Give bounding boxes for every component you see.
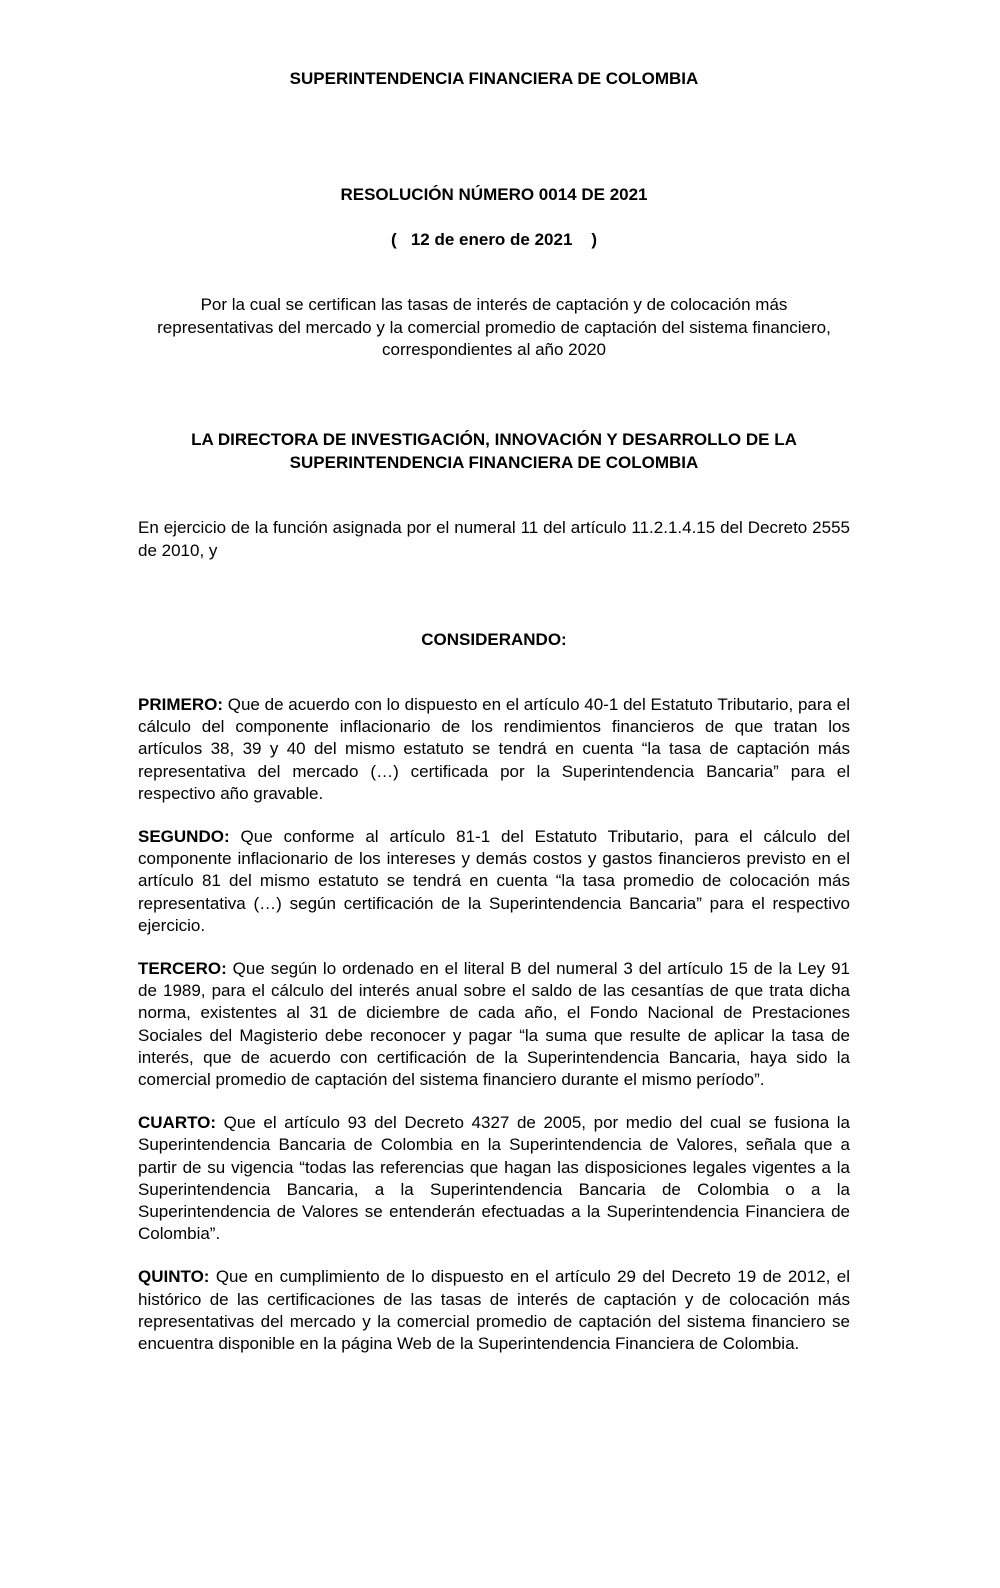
clause-cuarto: [138, 1112, 850, 1245]
clause-text: Que de acuerdo con lo dispuesto en el artículo 40-1 del Estatuto Tributario, para el cálculo del componente inflacionario de los rendimientos financieros de que tratan los artículos 38, 39 y 40 del mismo estatuto se tendrá en cuenta “la tasa de captación más representativa del mercado (…) certificada por la Superintendencia Bancaria” para el respectivo año gravable.: [138, 695, 850, 803]
authority-line-1: LA DIRECTORA DE INVESTIGACIÓN, INNOVACIÓN Y DESARROLLO DE LA: [191, 430, 797, 449]
clause-text: Que conforme al artículo 81-1 del Estatuto Tributario, para el cálculo del componente inflacionario de los intereses y demás costos y gastos financieros previsto en el artículo 81 del mismo estatuto se tendrá en cuenta “la tasa promedio de colocación más representativa (…) según certificación de la Superintendencia Bancaria” para el respectivo ejercicio.: [138, 827, 850, 935]
clause-lead: PRIMERO:: [138, 695, 223, 714]
resolution-date: [138, 229, 850, 251]
resolution-subject: Por la cual se certifican las tasas de interés de captación y de colocación más representativas del mercado y la comercial promedio de captación del sistema financiero, correspondientes al año 2020: [157, 295, 831, 359]
clause-primero: [138, 694, 850, 805]
resolution-date-text: ( 12 de enero de 2021 ): [391, 230, 597, 249]
clause-lead: CUARTO:: [138, 1113, 217, 1133]
clause-segundo: [138, 826, 850, 937]
clause-text: Que el artículo 93 del Decreto 4327 de 2005, por medio del cual se fusiona la Superintendencia Bancaria de Colombia en la Superintendencia de Valores, señala que a partir de su vigencia “todas las referencias que hagan las disposiciones legales vigentes a la Superintendencia Bancaria, a la Superintendencia Bancaria de Colombia o a la Superintendencia de Valores se entenderán efectuadas a la Superintendencia Financiera de Colombia”.: [138, 1113, 850, 1244]
issuing-authority: [138, 428, 850, 474]
authority-line-2: SUPERINTENDENCIA FINANCIERA DE COLOMBIA: [289, 453, 699, 472]
considerando-heading: CONSIDERANDO:: [421, 630, 567, 649]
clause-text: Que según lo ordenado en el literal B del numeral 3 del artículo 15 de la Ley 91 de 1989, para el cálculo del interés anual sobre el saldo de las cesantías de que trata dicha norma, existentes al 31 de diciembre de cada año, el Fondo Nacional de Prestaciones Sociales del Magisterio debe reconocer y pagar “la suma que resulte de aplicar la tasa de interés, que de acuerdo con certificación de la Superintendencia Bancaria, haya sido la comercial promedio de captación del sistema financiero durante el mismo período”.: [138, 959, 850, 1090]
clause-quinto: [138, 1266, 850, 1355]
entity-header: SUPERINTENDENCIA FINANCIERA DE COLOMBIA: [289, 69, 699, 88]
considerando-clauses: [138, 694, 850, 1376]
clause-lead: QUINTO:: [138, 1267, 210, 1287]
clause-tercero: [138, 958, 850, 1091]
resolution-title: RESOLUCIÓN NÚMERO 0014 DE 2021: [340, 185, 648, 204]
clause-lead: SEGUNDO:: [138, 827, 230, 847]
preamble-paragraph: En ejercicio de la función asignada por el numeral 11 del artículo 11.2.1.4.15 del Decreto 2555 de 2010, y: [138, 518, 850, 560]
clause-lead: TERCERO:: [138, 959, 227, 979]
clause-text: Que en cumplimiento de lo dispuesto en el artículo 29 del Decreto 19 de 2012, el histórico de las certificaciones de las tasas de interés de captación y de colocación más representativas del mercado y la comercial promedio de captación del sistema financiero se encuentra disponible en la página Web de la Superintendencia Financiera de Colombia.: [138, 1267, 850, 1354]
